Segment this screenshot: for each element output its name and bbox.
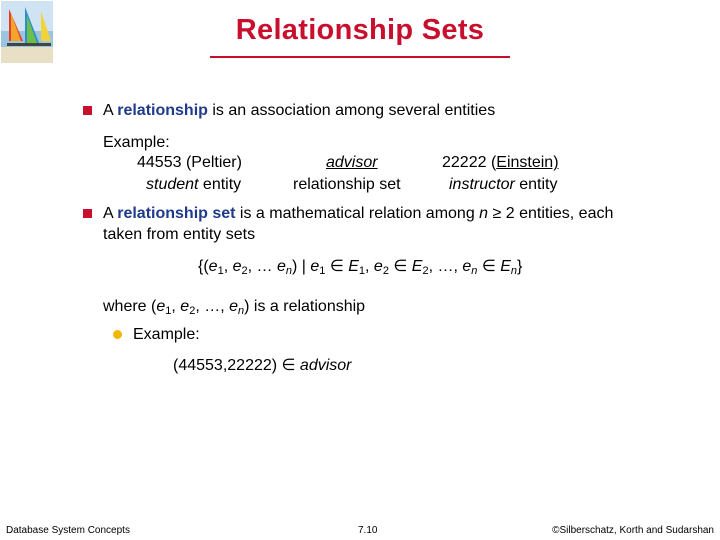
example-left-line1: 44553 (Peltier) (137, 154, 242, 171)
square-bullet-icon (83, 209, 92, 218)
bullet-1-text: A relationship is an association among several entities (103, 102, 496, 119)
footer-right: ©Silberschatz, Korth and Sudarshan (552, 525, 714, 536)
title-underline (210, 56, 510, 58)
example-middle-line1: advisor (326, 154, 378, 171)
example-middle-line2: relationship set (293, 176, 401, 193)
example-right-line1: 22222 (Einstein) (442, 154, 559, 171)
footer-page-number: 7.10 (358, 525, 378, 536)
where-text: where ($e_1$, $e_2$, …, $e_n$) is a relationship (103, 298, 366, 317)
example-left-line2: student entity (146, 176, 242, 193)
example-label: Example: (103, 134, 170, 151)
footer-left: Database System Concepts (6, 525, 130, 536)
page-title: Relationship Sets (235, 14, 485, 46)
bullet-2-text: A relationship set is a mathematical relation among n ≥ 2 entities, each (103, 205, 614, 222)
term-relationship: relationship (117, 102, 208, 119)
square-bullet-icon (83, 106, 92, 115)
relationship-formula: {($e_1$, $e_2$, … $e_n$) | $e_1$ ∈ $E_1$, $e_2$ ∈ $E_2$, …, $e_n$ ∈ $E_n$} (198, 258, 523, 277)
sub-example-label: Example: (133, 326, 200, 343)
term-relationship-set: relationship set (117, 205, 236, 222)
example-right-line2: instructor entity (449, 176, 558, 193)
round-bullet-icon (113, 330, 122, 339)
sub-example-value: (44553,22222) ∈ advisor (173, 357, 352, 374)
bullet-2-text-line2: taken from entity sets (103, 226, 256, 243)
